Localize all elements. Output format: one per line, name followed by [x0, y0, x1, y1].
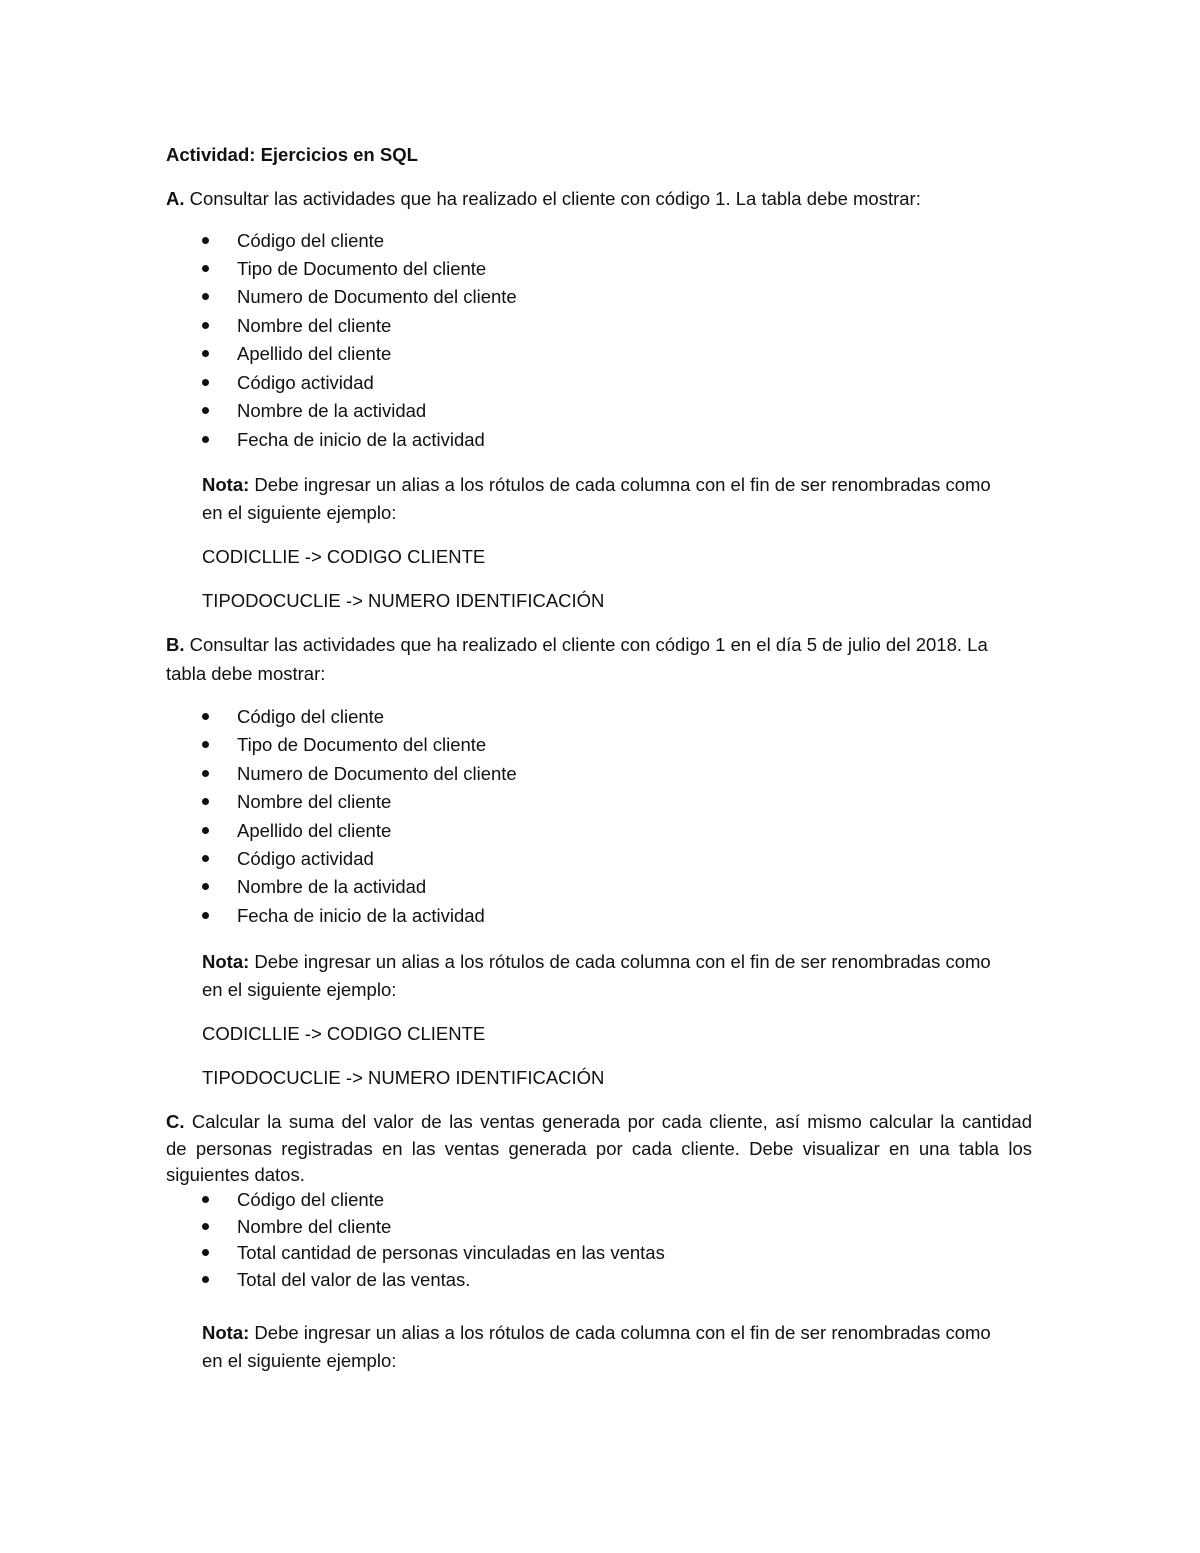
bullet-icon — [202, 855, 209, 862]
bullet-icon — [202, 407, 209, 414]
list-item: Apellido del cliente — [237, 820, 392, 841]
bullet-icon — [202, 1196, 209, 1203]
bullet-icon — [202, 436, 209, 443]
bullet-icon — [202, 265, 209, 272]
list-item: Nombre de la actividad — [237, 400, 427, 421]
section-b-note-line2: en el siguiente ejemplo: — [202, 979, 397, 1000]
bullet-icon — [202, 912, 209, 919]
list-item: Numero de Documento del cliente — [237, 286, 517, 307]
section-a-example-2: TIPODOCUCLIE -> NUMERO IDENTIFICACIÓN — [202, 590, 605, 611]
section-b-intro — [166, 636, 988, 655]
section-c-note-line2: en el siguiente ejemplo: — [202, 1350, 397, 1371]
bullet-icon — [202, 350, 209, 357]
list-item: Nombre del cliente — [237, 315, 392, 336]
document-title: Actividad: Ejercicios en SQL — [166, 144, 418, 165]
section-b-letter: B. — [166, 634, 185, 655]
section-b-example-1: CODICLLIE -> CODIGO CLIENTE — [202, 1023, 486, 1044]
bullet-icon — [202, 1223, 209, 1230]
list-item: Código del cliente — [237, 1189, 385, 1210]
section-c-letter: C. — [166, 1111, 185, 1132]
note-text: Debe ingresar un alias a los rótulos de cada columna con el fin de ser renombradas como — [249, 951, 991, 972]
section-a-example-1: CODICLLIE -> CODIGO CLIENTE — [202, 546, 486, 567]
section-a-text: Consultar las actividades que ha realizado el cliente con código 1. La tabla debe mostrar: — [184, 188, 921, 209]
section-c-intro-line3: siguientes datos. — [166, 1164, 305, 1185]
section-a-note-line2: en el siguiente ejemplo: — [202, 502, 397, 523]
bullet-icon — [202, 798, 209, 805]
list-item: Código del cliente — [237, 706, 385, 727]
list-item: Nombre del cliente — [237, 791, 392, 812]
list-item: Código del cliente — [237, 230, 385, 251]
list-item: Fecha de inicio de la actividad — [237, 905, 485, 926]
bullet-icon — [202, 379, 209, 386]
section-b-intro-line2: tabla debe mostrar: — [166, 663, 326, 684]
list-item: Total cantidad de personas vinculadas en las ventas — [237, 1242, 665, 1263]
section-b-text: Consultar las actividades que ha realizado el cliente con código 1 en el día 5 de julio del 2018. La — [184, 634, 988, 655]
section-b-example-2: TIPODOCUCLIE -> NUMERO IDENTIFICACIÓN — [202, 1067, 605, 1088]
section-a-intro — [166, 190, 921, 209]
section-a-note — [202, 476, 991, 495]
bullet-icon — [202, 713, 209, 720]
note-label: Nota: — [202, 1322, 250, 1343]
bullet-icon — [202, 770, 209, 777]
bullet-icon — [202, 1276, 209, 1283]
list-item: Tipo de Documento del cliente — [237, 258, 487, 279]
list-item: Nombre de la actividad — [237, 876, 427, 897]
section-c-intro-line2: de personas registradas en las ventas generada por cada cliente. Debe visualizar en una tabla los — [166, 1138, 1032, 1159]
bullet-icon — [202, 322, 209, 329]
bullet-icon — [202, 293, 209, 300]
section-a-letter: A. — [166, 188, 185, 209]
bullet-icon — [202, 827, 209, 834]
section-c-note — [202, 1324, 991, 1343]
note-label: Nota: — [202, 474, 250, 495]
section-c-intro — [166, 1113, 1032, 1132]
list-item: Código actividad — [237, 372, 374, 393]
list-item: Fecha de inicio de la actividad — [237, 429, 485, 450]
note-text: Debe ingresar un alias a los rótulos de cada columna con el fin de ser renombradas como — [249, 1322, 991, 1343]
list-item: Tipo de Documento del cliente — [237, 734, 487, 755]
note-label: Nota: — [202, 951, 250, 972]
section-b-note — [202, 953, 991, 972]
note-text: Debe ingresar un alias a los rótulos de cada columna con el fin de ser renombradas como — [249, 474, 991, 495]
list-item: Código actividad — [237, 848, 374, 869]
bullet-icon — [202, 741, 209, 748]
list-item: Apellido del cliente — [237, 343, 392, 364]
bullet-icon — [202, 883, 209, 890]
list-item: Total del valor de las ventas. — [237, 1269, 471, 1290]
bullet-icon — [202, 237, 209, 244]
bullet-icon — [202, 1249, 209, 1256]
list-item: Numero de Documento del cliente — [237, 763, 517, 784]
section-c-text: Calcular la suma del valor de las ventas generada por cada cliente, así mismo calcular la cantidad — [184, 1111, 1032, 1132]
list-item: Nombre del cliente — [237, 1216, 392, 1237]
